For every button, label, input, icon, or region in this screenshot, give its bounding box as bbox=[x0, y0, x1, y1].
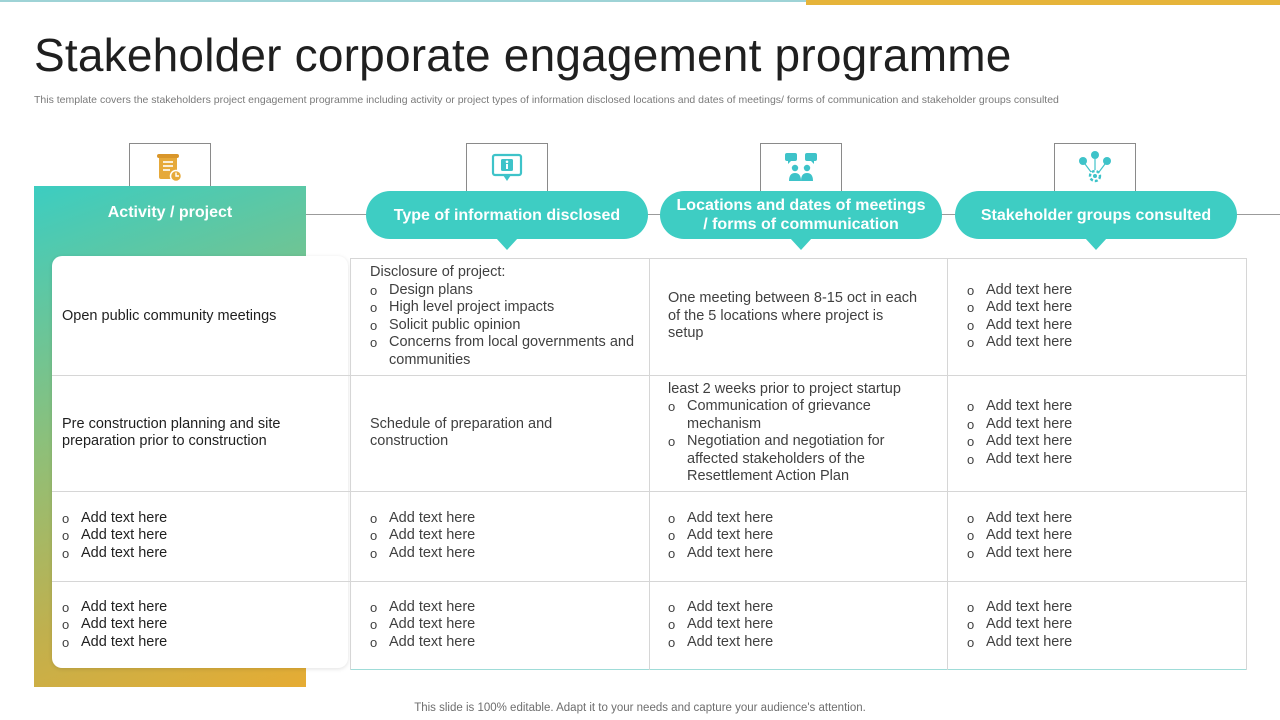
list-item: o Negotiation and negotiation for affected stakeholders of the Resettlement Action Plan bbox=[668, 433, 938, 486]
info-icon-box bbox=[466, 143, 548, 191]
list-item: o High level project impacts bbox=[370, 299, 640, 317]
table-row-3-stakeholders bbox=[967, 491, 1237, 581]
info-text: Schedule of preparation and construction bbox=[370, 415, 553, 449]
locations-list bbox=[668, 510, 938, 563]
list-item: o Add text here bbox=[668, 599, 938, 617]
list-item: o Add text here bbox=[967, 634, 1237, 652]
list-item: o Add text here bbox=[370, 599, 640, 617]
locations-column-label: Locations and dates of meetings / forms of communication bbox=[676, 197, 926, 233]
table-row-1-info bbox=[370, 258, 640, 375]
activity-icon-box bbox=[129, 143, 211, 191]
footer-note: This slide is 100% editable. Adapt it to your needs and capture your audience's attention. bbox=[414, 702, 866, 714]
list-item: o Design plans bbox=[370, 282, 640, 300]
table-row-3-locations bbox=[668, 491, 938, 581]
list-item: o Add text here bbox=[967, 433, 1237, 451]
meeting-communication-icon bbox=[783, 151, 819, 185]
list-item: o Add text here bbox=[967, 317, 1237, 335]
locations-icon-box bbox=[760, 143, 842, 191]
list-item: o Add text here bbox=[668, 527, 938, 545]
page-title: Stakeholder corporate engagement programme bbox=[34, 29, 1012, 81]
locations-text: One meeting between 8-15 oct in each of the 5 locations where project is setup bbox=[668, 290, 918, 342]
list-item: o Add text here bbox=[62, 634, 332, 652]
info-list bbox=[370, 599, 640, 652]
table-row-3-info bbox=[370, 491, 640, 581]
info-column-label: Type of information disclosed bbox=[393, 206, 621, 224]
list-item: o Add text here bbox=[370, 616, 640, 634]
table-row-4-info bbox=[370, 581, 640, 669]
list-item: o Add text here bbox=[62, 510, 332, 528]
locations-column-header bbox=[660, 191, 942, 239]
list-item: o Add text here bbox=[668, 634, 938, 652]
list-item: o Add text here bbox=[668, 510, 938, 528]
list-item: o Add text here bbox=[967, 299, 1237, 317]
table-row-2-locations bbox=[668, 375, 938, 491]
page-subtitle: This template covers the stakeholders project engagement programme including activity or project types of information disclosed locations and dates of meetings/ forms of communication and stakeholder groups consulted bbox=[34, 94, 1059, 106]
activity-text: Open public community meetings bbox=[62, 307, 277, 324]
list-item: o Add text here bbox=[62, 599, 332, 617]
table-row-4-stakeholders bbox=[967, 581, 1237, 669]
locations-intro-text: least 2 weeks prior to project startup bbox=[668, 380, 901, 397]
list-item: o Add text here bbox=[967, 398, 1237, 416]
info-list bbox=[370, 510, 640, 563]
list-item: o Add text here bbox=[370, 545, 640, 563]
list-item: o Add text here bbox=[62, 616, 332, 634]
info-list bbox=[370, 282, 640, 370]
activity-list bbox=[62, 510, 332, 563]
list-item: o Add text here bbox=[62, 545, 332, 563]
stakeholders-list bbox=[967, 398, 1237, 468]
stakeholder-network-icon bbox=[1076, 150, 1114, 186]
list-item: o Add text here bbox=[967, 527, 1237, 545]
table-row-1-stakeholders bbox=[967, 258, 1237, 375]
list-item: o Add text here bbox=[967, 545, 1237, 563]
list-item: o Add text here bbox=[668, 545, 938, 563]
table-row-3-activity bbox=[62, 491, 332, 581]
list-item: o Add text here bbox=[62, 527, 332, 545]
locations-list bbox=[668, 398, 938, 486]
list-item: o Add text here bbox=[967, 599, 1237, 617]
stakeholders-list bbox=[967, 510, 1237, 563]
locations-list bbox=[668, 599, 938, 652]
top-accent-line bbox=[0, 0, 806, 2]
list-item: o Solicit public opinion bbox=[370, 317, 640, 335]
list-item: o Add text here bbox=[370, 510, 640, 528]
activity-column-header: Activity / project bbox=[107, 204, 233, 221]
stakeholders-icon-box bbox=[1054, 143, 1136, 191]
list-item: o Add text here bbox=[967, 282, 1237, 300]
table-row-4-activity bbox=[62, 581, 332, 669]
info-intro-text: Disclosure of project: bbox=[370, 264, 506, 280]
table-row-2-stakeholders bbox=[967, 375, 1237, 491]
table-row-2-activity bbox=[62, 375, 302, 491]
list-item: o Add text here bbox=[668, 616, 938, 634]
list-item: o Add text here bbox=[967, 510, 1237, 528]
stakeholders-column-label: Stakeholder groups consulted bbox=[980, 206, 1212, 224]
table-row-4-locations bbox=[668, 581, 938, 669]
info-speech-bubble-icon bbox=[490, 152, 524, 184]
activity-text: Pre construction planning and site preparation prior to construction bbox=[62, 415, 281, 449]
activity-list bbox=[62, 599, 332, 652]
stakeholders-column-header bbox=[955, 191, 1237, 239]
list-item: o Add text here bbox=[967, 451, 1237, 469]
list-item: o Concerns from local governments and communities bbox=[370, 334, 640, 369]
list-item: o Communication of grievance mechanism bbox=[668, 398, 938, 433]
info-column-header bbox=[366, 191, 648, 239]
list-item: o Add text here bbox=[370, 634, 640, 652]
top-accent-bar bbox=[806, 0, 1280, 5]
stakeholders-list bbox=[967, 599, 1237, 652]
list-item: o Add text here bbox=[967, 416, 1237, 434]
document-scroll-icon bbox=[155, 152, 185, 184]
table-row-1-locations bbox=[668, 258, 920, 375]
stakeholders-list bbox=[967, 282, 1237, 352]
list-item: o Add text here bbox=[370, 527, 640, 545]
list-item: o Add text here bbox=[967, 334, 1237, 352]
list-item: o Add text here bbox=[967, 616, 1237, 634]
table-row-1-activity bbox=[62, 258, 340, 375]
table-row-2-info bbox=[370, 375, 580, 491]
